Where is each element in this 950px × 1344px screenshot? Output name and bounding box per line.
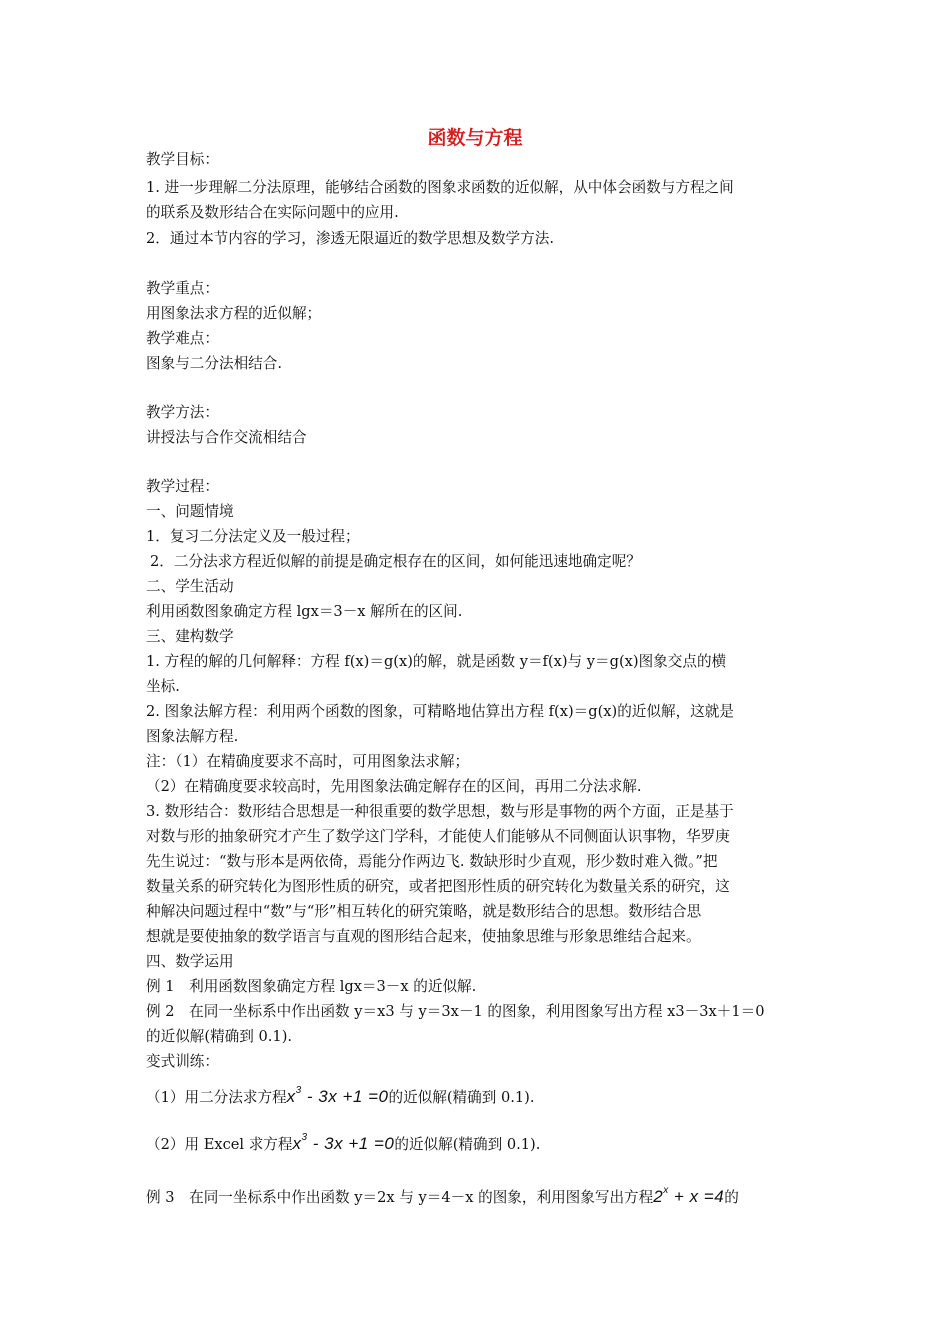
example-1: 例 1 利用函数图象确定方程 lgx＝3－x 的近似解. xyxy=(146,978,477,995)
section-3-item-2-line-1: 2. 图象法解方程：利用两个函数的图象，可精略地估算出方程 f(x)＝g(x)的近似解，这就是 xyxy=(146,703,734,720)
variant-1-suffix: 的近似解(精确到 0.1). xyxy=(388,1089,535,1106)
section-2-text: 利用函数图象确定方程 lgx＝3－x 解所在的区间. xyxy=(146,603,463,620)
exponential-equation: $2^x + x =4$ xyxy=(653,1185,725,1206)
variant-heading: 变式训练： xyxy=(146,1053,219,1070)
section-1-item-1: 1．复习二分法定义及一般过程； xyxy=(146,528,360,545)
key-points-text: 用图象法求方程的近似解； xyxy=(146,305,322,322)
note-1: 注：（1）在精确度要求不高时，可用图象法求解； xyxy=(146,753,470,770)
section-3-item-1-line-2: 坐标. xyxy=(146,678,180,695)
methods-text: 讲授法与合作交流相结合 xyxy=(146,429,307,446)
objectives-heading: 教学目标： xyxy=(146,151,219,168)
difficulties-heading: 教学难点： xyxy=(146,330,219,347)
section-3-item-3-line-3: 先生说过：“数与形本是两依倚，焉能分作两边飞. 数缺形时少直观，形少数时难入微。”把 xyxy=(146,853,718,870)
example-2-line-2: 的近似解(精确到 0.1). xyxy=(146,1028,293,1045)
section-1-item-2: 2．二分法求方程近似解的前提是确定根存在的区间，如何能迅速地确定呢？ xyxy=(150,553,641,570)
difficulties-text: 图象与二分法相结合. xyxy=(146,355,282,372)
objective-2: 2．通过本节内容的学习，渗透无限逼近的数学思想及数学方法. xyxy=(146,230,554,247)
variant-2-prefix: （2）用 Excel 求方程 xyxy=(146,1136,293,1153)
objective-1-line-2: 的联系及数形结合在实际问题中的应用. xyxy=(146,204,399,221)
variant-1 xyxy=(146,1080,811,1109)
section-3-item-2-line-2: 图象法解方程. xyxy=(146,728,239,745)
example-2-line-1: 例 2 在同一坐标系中作出函数 y＝x3 与 y＝3x－1 的图象，利用图象写出方程 x3－3x＋1＝0 xyxy=(146,1003,765,1020)
key-points-heading: 教学重点： xyxy=(146,280,219,297)
section-3-heading: 三、建构数学 xyxy=(146,628,234,645)
document-title: 函数与方程 xyxy=(427,127,523,149)
methods-heading: 教学方法： xyxy=(146,404,219,421)
variant-2 xyxy=(146,1127,811,1156)
section-3-item-3-line-1: 3. 数形结合：数形结合思想是一种很重要的数学思想，数与形是事物的两个方面，正是基于 xyxy=(146,803,734,820)
variant-1-prefix: （1）用二分法求方程 xyxy=(146,1089,287,1106)
section-3-item-3-line-5: 种解决问题过程中“数”与“形”相互转化的研究策略，就是数形结合的思想。数形结合思 xyxy=(146,903,702,920)
objective-1-line-1: 1. 进一步理解二分法原理，能够结合函数的图象求函数的近似解，从中体会函数与方程之间 xyxy=(146,179,734,196)
cubic-equation: $x^3 - 3x +1 =0$ xyxy=(292,1132,395,1153)
section-3-item-1-line-1: 1. 方程的解的几何解释：方程 f(x)＝g(x)的解，就是函数 y＝f(x)与 y＝g(x)图象交点的横 xyxy=(146,653,727,670)
note-2: （2）在精确度要求较高时，先用图象法确定解存在的区间，再用二分法求解. xyxy=(146,778,642,795)
section-3-item-3-line-6: 想就是要使抽象的数学语言与直观的图形结合起来，使抽象思维与形象思维结合起来。 xyxy=(146,928,701,945)
example-3-suffix: 的 xyxy=(724,1189,739,1206)
section-4-heading: 四、数学运用 xyxy=(146,953,234,970)
example-3 xyxy=(146,1180,811,1209)
section-1-heading: 一、问题情境 xyxy=(146,503,234,520)
section-3-item-3-line-4: 数量关系的研究转化为图形性质的研究，或者把图形性质的研究转化为数量关系的研究，这 xyxy=(146,878,730,895)
section-2-heading: 二、学生活动 xyxy=(146,578,234,595)
cubic-equation: $x^3 - 3x +1 =0$ xyxy=(286,1085,389,1106)
example-3-prefix: 例 3 在同一坐标系中作出函数 y＝2x 与 y＝4－x 的图象，利用图象写出方程 xyxy=(146,1189,654,1206)
process-heading: 教学过程： xyxy=(146,478,219,495)
variant-2-suffix: 的近似解(精确到 0.1). xyxy=(394,1136,541,1153)
section-3-item-3-line-2: 对数与形的抽象研究才产生了数学这门学科，才能使人们能够从不同侧面认识事物，华罗庚 xyxy=(146,828,730,845)
